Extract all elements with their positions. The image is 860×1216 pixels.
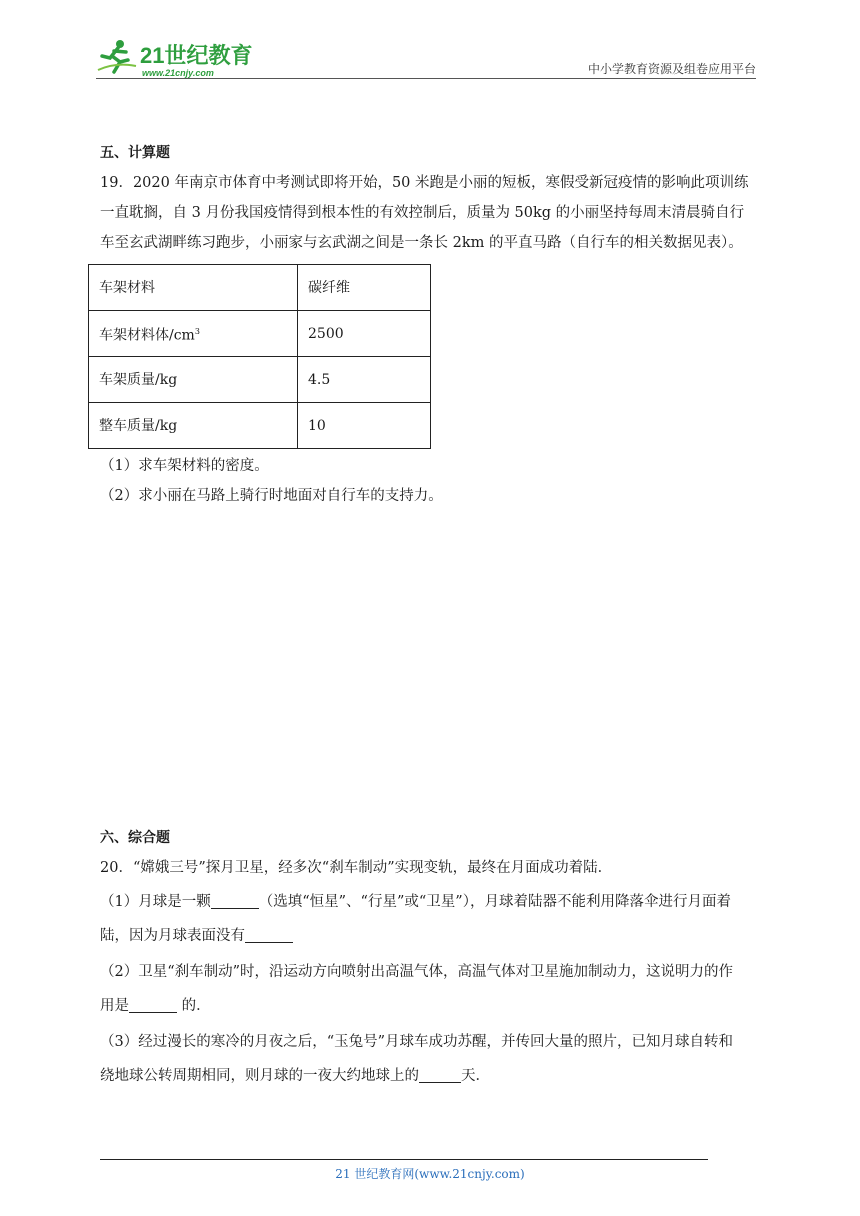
table-cell: 车架材料 [89, 265, 298, 311]
section6-title: 六、综合题 [100, 830, 170, 846]
table-cell: 碳纤维 [298, 265, 431, 311]
q20-part1-cont [100, 921, 760, 951]
header-divider [96, 78, 756, 79]
answer-blank[interactable] [211, 892, 259, 909]
section5-title: 五、计算题 [100, 145, 170, 161]
q19-line2: 一直耽搁，自 3 月份我国疫情得到根本性的有效控制后，质量为 50kg 的小丽坚持每周末清晨骑自行 [100, 205, 745, 221]
table-row [89, 265, 431, 311]
table-row [89, 357, 431, 403]
q20-stem: 20．“嫦娥三号”探月卫星，经多次“刹车制动”实现变轨，最终在月面成功着陆． [100, 860, 613, 876]
superscript: 3 [194, 326, 200, 336]
answer-blank[interactable] [245, 926, 293, 943]
bike-data-table [88, 264, 431, 449]
table-cell: 2500 [298, 311, 431, 357]
text: （选填“恒星”、“行星”或“卫星”），月球着陆器不能利用降落伞进行月面着 [258, 894, 731, 910]
q19-sub2: （2）求小丽在马路上骑行时地面对自行车的支持力。 [100, 488, 443, 504]
text: 天． [461, 1068, 490, 1084]
q20-part2-cont [100, 991, 760, 1021]
logo-text: 21世纪教育 [140, 43, 253, 68]
q20-part1 [100, 887, 760, 917]
answer-blank[interactable] [129, 996, 177, 1013]
question-20 [100, 853, 760, 1091]
q19-line3: 车至玄武湖畔练习跑步，小丽家与玄武湖之间是一条长 2km 的平直马路（自行车的相关数据见表）。 [100, 235, 743, 251]
answer-blank[interactable] [419, 1066, 461, 1083]
table-cell: 10 [298, 403, 431, 449]
table-cell: 车架质量/kg [89, 357, 298, 403]
question-19 [100, 168, 760, 258]
text: 的． [177, 998, 211, 1014]
runner-icon [98, 40, 136, 72]
q20-part3-cont [100, 1061, 760, 1091]
q20-part3: （3）经过漫长的寒冷的月夜之后，“玉兔号”月球车成功苏醒，并传回大量的照片，已知月球自转和 [100, 1034, 734, 1050]
q19-sub1: （1）求车架材料的密度。 [100, 458, 269, 474]
table-row [89, 311, 431, 357]
logo-url: www.21cnjy.com [142, 68, 214, 78]
table-cell: 整车质量/kg [89, 403, 298, 449]
footer-link[interactable]: 21 世纪教育网(www.21cnjy.com) [335, 1167, 525, 1181]
q19-line1: 19．2020 年南京市体育中考测试即将开始，50 米跑是小丽的短板，寒假受新冠疫情的影响此项训练 [100, 175, 749, 191]
text: 用是 [100, 998, 129, 1014]
table-cell: 4.5 [298, 357, 431, 403]
platform-title: 中小学教育资源及组卷应用平台 [587, 62, 756, 76]
text: 绕地球公转周期相同，则月球的一夜大约地球上的 [100, 1068, 419, 1084]
table-cell [89, 311, 298, 357]
cell-text: 车架材料体/cm [99, 327, 195, 344]
footer-divider [100, 1159, 708, 1160]
table-row [89, 403, 431, 449]
document-body [100, 138, 760, 1091]
site-logo [96, 36, 266, 80]
text: 陆，因为月球表面没有 [100, 928, 245, 944]
text: （1）月球是一颗 [100, 894, 211, 910]
answer-space [100, 511, 760, 823]
q20-part2: （2）卫星“刹车制动”时，沿运动方向喷射出高温气体，高温气体对卫星施加制动力，这说明力的作 [100, 964, 734, 980]
